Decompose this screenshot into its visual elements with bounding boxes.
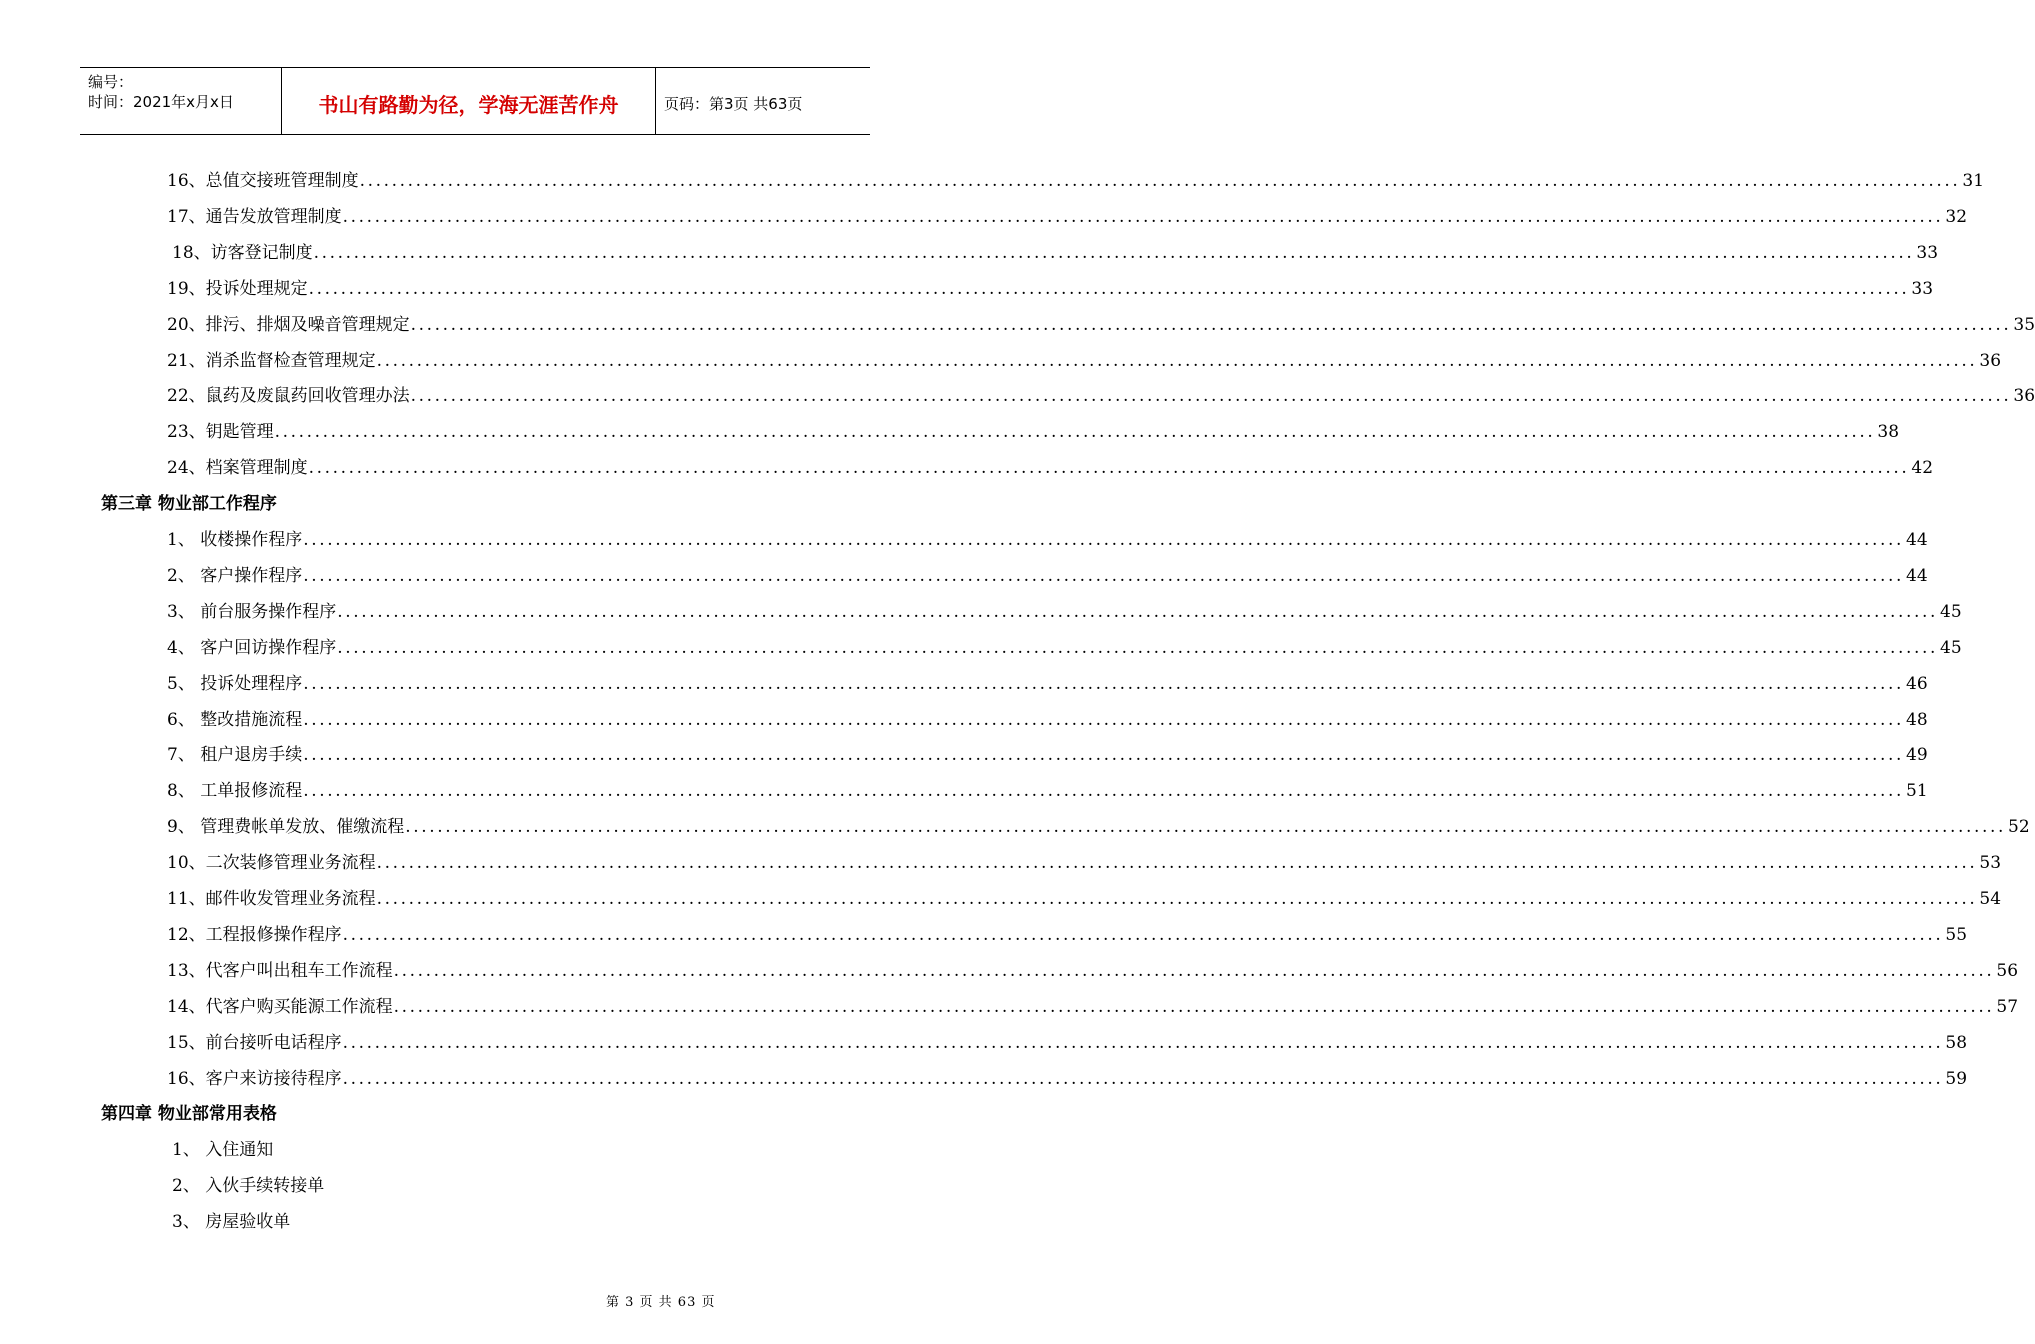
toc-leader-dots: ........................................................................................................................................................................................................ [303, 709, 1904, 730]
toc-entry[interactable] [167, 636, 1962, 660]
toc-entry-page: 54 [1979, 889, 2002, 909]
toc-entry-page: 45 [1940, 637, 1962, 658]
toc-entry-page: 33 [1916, 242, 1939, 263]
toc-entry[interactable] [167, 600, 1962, 624]
toc-entry-title: 18、访客登记制度 [172, 242, 313, 263]
document-number: 编号： [88, 73, 134, 91]
toc-leader-dots: ........................................................................................................................................................................................................ [342, 924, 1944, 945]
toc-entry-title: 11、邮件收发管理业务流程 [167, 889, 376, 909]
toc-entry-page: 38 [1877, 422, 1900, 443]
toc-entry[interactable] [172, 241, 1939, 265]
toc-entry-page: 35 [2013, 314, 2035, 335]
toc-leader-dots: ........................................................................................................................................................................................................ [308, 278, 1910, 299]
toc-entry-page: 44 [1906, 565, 1928, 586]
toc-entry-page: 31 [1962, 171, 1985, 191]
toc-entry[interactable] [167, 672, 1928, 696]
toc-entry-page: 51 [1906, 781, 1928, 802]
toc-entry[interactable] [167, 851, 2002, 875]
toc-entry[interactable] [167, 923, 1968, 947]
toc-leader-dots: ........................................................................................................................................................................................................ [410, 314, 2012, 335]
toc-entry-title: 16、客户来访接待程序 [167, 1068, 342, 1089]
header-motto: 书山有路勤为径，学海无涯苦作舟 [282, 68, 656, 135]
toc-entry-page: 48 [1906, 709, 1928, 730]
toc-leader-dots: ........................................................................................................................................................................................................ [303, 673, 1904, 694]
toc-entry-page: 36 [1979, 350, 2002, 371]
toc-leader-dots: ........................................................................................................................................................................................................ [303, 745, 1904, 766]
toc-entry-page: 49 [1906, 745, 1928, 766]
toc-entry-title: 2、 客户操作程序 [167, 565, 303, 586]
toc-entry-page: 46 [1906, 673, 1928, 694]
toc-entry[interactable] [167, 205, 1968, 229]
toc-entry-title: 6、 整改措施流程 [167, 709, 303, 730]
toc-entry-title: 12、工程报修操作程序 [167, 924, 342, 945]
header-page-info: 页码：第3页 共63页 [664, 95, 803, 113]
toc-entry-title: 16、总值交接班管理制度 [167, 171, 359, 191]
list-item: 3、 房屋验收单 [172, 1212, 291, 1233]
toc-leader-dots: ........................................................................................................................................................................................................ [337, 601, 1938, 622]
toc-entry-title: 23、钥匙管理 [167, 422, 274, 443]
toc-entry-title: 4、 客户回访操作程序 [167, 637, 337, 658]
toc-leader-dots: ........................................................................................................................................................................................................ [393, 996, 1995, 1017]
toc-leader-dots: ........................................................................................................................................................................................................ [376, 889, 1978, 909]
toc-entry[interactable] [167, 528, 1928, 552]
toc-entry-title: 13、代客户叫出租车工作流程 [167, 960, 393, 981]
toc-entry[interactable] [167, 743, 1928, 767]
header-meta [80, 68, 282, 135]
toc-entry-title: 14、代客户购买能源工作流程 [167, 996, 393, 1017]
toc-entry-page: 44 [1906, 530, 1928, 550]
toc-entry-title: 5、 投诉处理程序 [167, 673, 303, 694]
toc-entry-page: 45 [1940, 601, 1962, 622]
toc-entry-page: 56 [1996, 960, 2019, 981]
chapter-heading: 第四章 物业部常用表格 [101, 1104, 277, 1125]
toc-entry-title: 22、鼠药及废鼠药回收管理办法 [167, 386, 410, 407]
toc-entry-page: 36 [2013, 386, 2035, 407]
toc-entry[interactable] [167, 1067, 1968, 1091]
toc-entry-page: 57 [1996, 996, 2019, 1017]
toc-leader-dots: ........................................................................................................................................................................................................ [359, 171, 1961, 191]
toc-entry-page: 55 [1945, 924, 1968, 945]
toc-entry[interactable] [167, 313, 2035, 337]
toc-entry[interactable] [167, 169, 1985, 193]
toc-entry-title: 1、 收楼操作程序 [167, 530, 303, 550]
list-item: 2、 入伙手续转接单 [172, 1176, 325, 1197]
toc-entry[interactable] [167, 708, 1928, 732]
toc-entry-title: 9、 管理费帐单发放、催缴流程 [167, 817, 405, 838]
toc-entry-page: 32 [1945, 206, 1968, 227]
toc-entry[interactable] [167, 456, 1934, 480]
toc-entry-title: 20、排污、排烟及噪音管理规定 [167, 314, 410, 335]
toc-entry-title: 3、 前台服务操作程序 [167, 601, 337, 622]
toc-leader-dots: ........................................................................................................................................................................................................ [342, 206, 1944, 227]
toc-entry-page: 58 [1945, 1032, 1968, 1053]
toc-leader-dots: ........................................................................................................................................................................................................ [303, 781, 1904, 802]
toc-entry-title: 24、档案管理制度 [167, 458, 308, 479]
toc-entry[interactable] [167, 995, 2019, 1019]
toc-entry[interactable] [167, 959, 2019, 983]
toc-leader-dots: ........................................................................................................................................................................................................ [410, 386, 2012, 407]
toc-entry-title: 8、 工单报修流程 [167, 781, 303, 802]
toc-entry-page: 33 [1911, 278, 1934, 299]
toc-entry-title: 19、投诉处理规定 [167, 278, 308, 299]
toc-entry-title: 15、前台接听电话程序 [167, 1032, 342, 1053]
toc-leader-dots: ........................................................................................................................................................................................................ [405, 817, 2006, 838]
toc-entry[interactable] [167, 779, 1928, 803]
toc-entry-title: 17、通告发放管理制度 [167, 206, 342, 227]
toc-entry-page: 52 [2008, 817, 2030, 838]
toc-entry[interactable] [167, 420, 1900, 444]
chapter-heading: 第三章 物业部工作程序 [101, 494, 277, 515]
toc-entry-title: 7、 租户退房手续 [167, 745, 303, 766]
toc-entry[interactable] [167, 815, 2030, 839]
toc-leader-dots: ........................................................................................................................................................................................................ [393, 960, 1995, 981]
toc-entry-page: 59 [1945, 1068, 1968, 1089]
toc-entry-page: 42 [1911, 458, 1934, 479]
toc-entry[interactable] [167, 887, 2002, 911]
toc-entry-title: 21、消杀监督检查管理规定 [167, 350, 376, 371]
document-time: 时间：2021年x月x日 [88, 93, 234, 111]
toc-leader-dots: ........................................................................................................................................................................................................ [308, 458, 1910, 479]
toc-leader-dots: ........................................................................................................................................................................................................ [303, 530, 1904, 550]
toc-leader-dots: ........................................................................................................................................................................................................ [337, 637, 1938, 658]
page-footer: 第 3 页 共 63 页 [606, 1295, 716, 1310]
toc-entry[interactable] [167, 349, 2002, 373]
toc-entry[interactable] [167, 1031, 1968, 1055]
page-header [80, 67, 870, 135]
toc-leader-dots: ........................................................................................................................................................................................................ [342, 1032, 1944, 1053]
toc-leader-dots: ........................................................................................................................................................................................................ [274, 422, 1876, 443]
toc-leader-dots: ........................................................................................................................................................................................................ [376, 350, 1978, 371]
toc-leader-dots: ........................................................................................................................................................................................................ [313, 242, 1915, 263]
toc-entry[interactable] [167, 564, 1928, 588]
toc-entry[interactable] [167, 384, 2035, 408]
toc-leader-dots: ........................................................................................................................................................................................................ [342, 1068, 1944, 1089]
toc-entry-title: 10、二次装修管理业务流程 [167, 853, 376, 874]
toc-entry[interactable] [167, 277, 1934, 301]
toc-entry-page: 53 [1979, 853, 2002, 874]
toc-leader-dots: ........................................................................................................................................................................................................ [376, 853, 1978, 874]
toc-leader-dots: ........................................................................................................................................................................................................ [303, 565, 1904, 586]
list-item: 1、 入住通知 [172, 1140, 274, 1161]
